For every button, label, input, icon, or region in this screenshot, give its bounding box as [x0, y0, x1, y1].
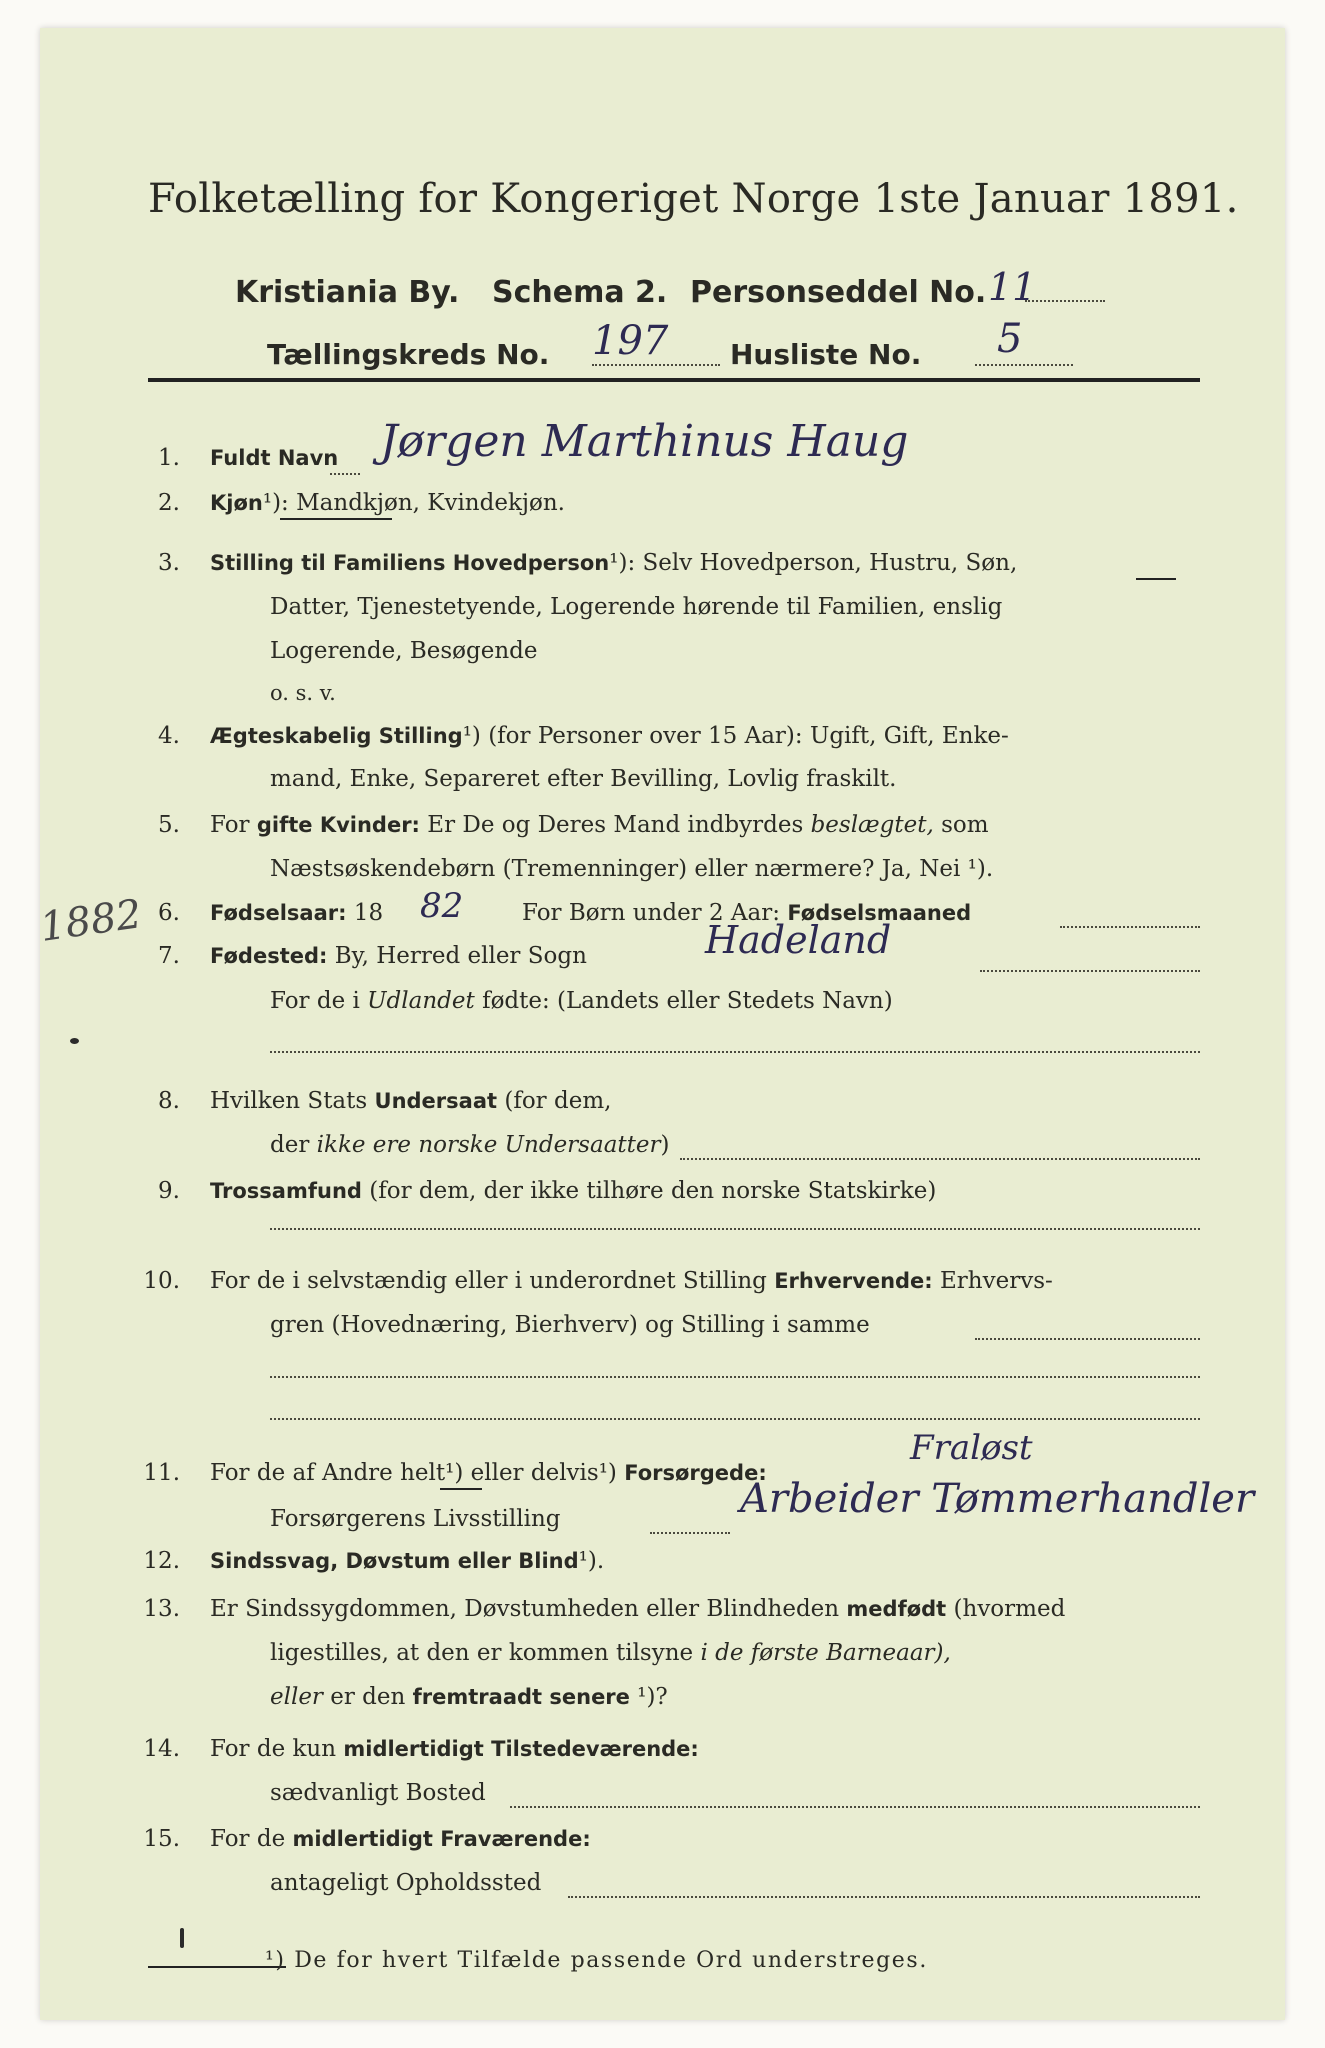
item-7-line2: For de i Udlandet fødte: (Landets eller Stedets Navn): [270, 988, 893, 1014]
personseddel-number: 11: [988, 265, 1037, 309]
item-13-line2: ligestilles, at den er kommen tilsyne i de første Barneaar),: [270, 1640, 951, 1666]
item-number: 13.: [143, 1596, 180, 1622]
item-2-text: Kjøn¹): Mandkjøn, Kvindekjøn.: [210, 490, 565, 516]
item-number: 4.: [158, 723, 180, 749]
item-5-text: For gifte Kvinder: Er De og Deres Mand indbyrdes beslægtet, som: [210, 812, 989, 838]
item-10-text: For de i selvstændig eller i underordnet Stilling Erhvervende: Erhvervs-: [210, 1268, 1053, 1294]
ink-mark: [180, 1928, 184, 1948]
header-schema: Schema 2.: [492, 275, 668, 310]
item-3-text: Stilling til Familiens Hovedperson¹): Selv Hovedperson, Hustru, Søn,: [210, 550, 1018, 576]
answer-full-name: Jørgen Marthinus Haug: [380, 416, 909, 467]
form-title: Folketælling for Kongeriget Norge 1ste Januar 1891.: [148, 176, 1239, 222]
item-number: 9.: [158, 1178, 180, 1204]
item-3-line3: Logerende, Besøgende: [270, 638, 538, 664]
item-12-text: Sindssvag, Døvstum eller Blind¹).: [210, 1548, 605, 1574]
footnote-text: ¹) De for hvert Tilfælde passende Ord understreges.: [265, 1948, 928, 1973]
item-11-line2: Forsørgerens Livsstilling: [270, 1506, 561, 1532]
census-form-sheet: [37, 28, 1285, 2020]
item-number: 11.: [143, 1460, 180, 1486]
item-9-text: Trossamfund (for dem, der ikke tilhøre den norske Statskirke): [210, 1178, 937, 1204]
item-number: 12.: [143, 1548, 180, 1574]
item-10-line2: gren (Hovednæring, Bierhverv) og Stilling i samme: [270, 1312, 870, 1338]
item-6-text-b: For Børn under 2 Aar: Fødselsmaaned: [522, 900, 972, 926]
item-number: 2.: [158, 490, 180, 516]
header-husliste-label: Husliste No.: [730, 338, 922, 371]
item-14-text: For de kun midlertidigt Tilstedeværende:: [210, 1736, 699, 1762]
item-1-label: Fuldt Navn: [210, 446, 339, 470]
underline-son: [1136, 578, 1176, 580]
underline-helt: [440, 1488, 482, 1490]
item-6-text: Fødselsaar: 18: [210, 900, 384, 926]
item-number: 8.: [158, 1088, 180, 1114]
item-3-line4: o. s. v.: [270, 681, 336, 705]
header-kristiania: Kristiania By.: [235, 275, 460, 310]
item-15-text: For de midlertidigt Fraværende:: [210, 1826, 591, 1852]
item-8-text: Hvilken Stats Undersaat (for dem,: [210, 1088, 612, 1114]
taellingskreds-number: 197: [592, 318, 669, 364]
item-15-line2: antageligt Opholdssted: [270, 1870, 542, 1896]
item-7-text: Fødested: By, Herred eller Sogn: [210, 943, 587, 969]
margin-note-year: 1882: [37, 891, 145, 951]
header-rule: [148, 378, 1200, 382]
item-number: 1.: [158, 445, 180, 471]
item-11-text: For de af Andre helt¹) eller delvis¹) Forsørgede:: [210, 1460, 767, 1486]
answer-forsorger-occupation: Arbeider Tømmerhandler: [740, 1476, 1255, 1522]
item-4-line2: mand, Enke, Separeret efter Bevilling, Lovlig fraskilt.: [270, 766, 897, 792]
item-number: 3.: [158, 550, 180, 576]
header-taellingskreds-label: Tællingskreds No.: [267, 338, 550, 371]
item-13-line3: eller er den fremtraadt senere ¹)?: [270, 1684, 668, 1710]
item-number: 14.: [143, 1736, 180, 1762]
item-14-line2: sædvanligt Bosted: [270, 1780, 486, 1806]
item-3-line2: Datter, Tjenestetyende, Logerende hørende til Familien, enslig: [270, 594, 1003, 620]
answer-birthplace: Hadeland: [705, 918, 892, 962]
item-number: 6.: [158, 900, 180, 926]
item-number: 10.: [143, 1268, 180, 1294]
item-13-text: Er Sindssygdommen, Døvstumheden eller Blindheden medfødt (hvormed: [210, 1596, 1066, 1622]
answer-forsorget: Fraløst: [910, 1428, 1033, 1468]
item-5-line2: Næstsøskendebørn (Tremenninger) eller nærmere? Ja, Nei ¹).: [270, 856, 994, 882]
item-number: 7.: [158, 943, 180, 969]
item-8-line2: der ikke ere norske Undersaatter): [270, 1132, 670, 1158]
answer-birth-year: 82: [420, 886, 464, 926]
husliste-number: 5: [997, 316, 1023, 362]
item-4-text: Ægteskabelig Stilling¹) (for Personer over 15 Aar): Ugift, Gift, Enke-: [210, 723, 1009, 749]
header-personseddel-label: Personseddel No.: [690, 275, 987, 310]
ink-mark: [70, 1038, 79, 1044]
underline-mandkjon: [280, 518, 392, 520]
item-number: 5.: [158, 812, 180, 838]
item-number: 15.: [143, 1826, 180, 1852]
